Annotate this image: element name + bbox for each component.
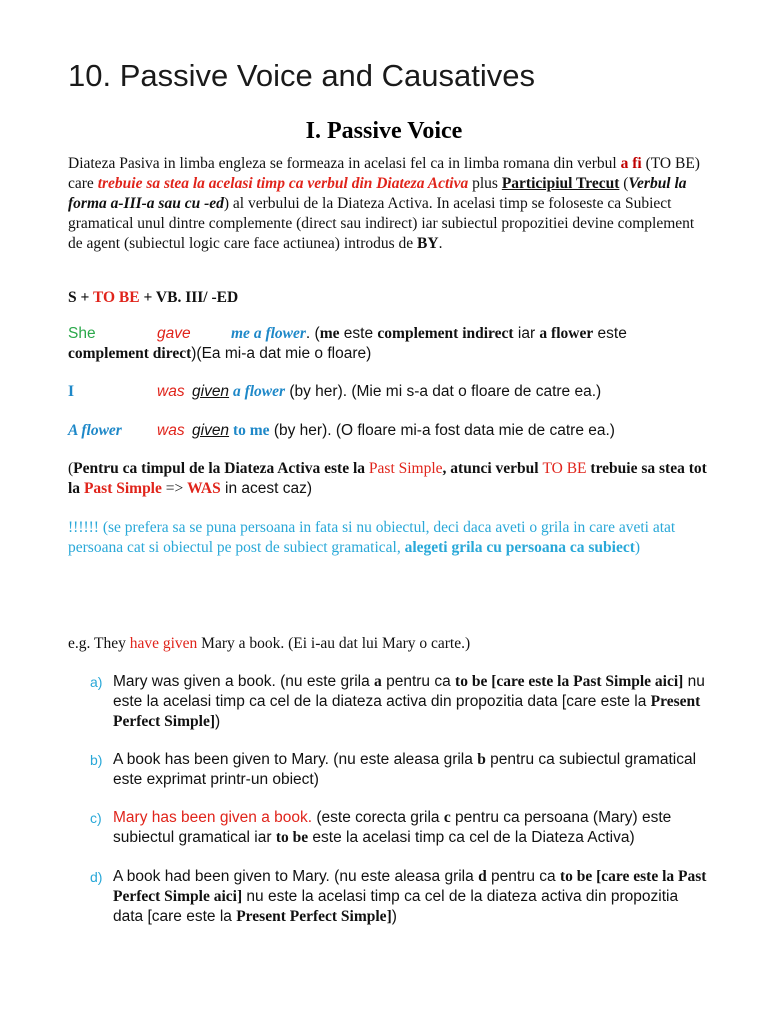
ex1-verb: gave <box>157 325 191 342</box>
ex3-verb: given <box>192 422 230 439</box>
option-marker: a) <box>90 674 103 690</box>
example-sentence: e.g. They have given Mary a book. (Ei i-au dat lui Mary o carte.) <box>68 635 471 652</box>
ex2-obj: a flower <box>232 383 286 400</box>
note-preference: !!!!!! (se prefera sa se puna persoana in fata si nu obiectul, deci daca aveti o grila in care aveti atat persoana cat si obiectul pe post de subiect gramatical, alegeti grila cu persoana ca subiect) <box>68 519 676 556</box>
formula: S + TO BE + VB. III/ -ED <box>68 289 239 306</box>
note-tense: (Pentru ca timpul de la Diateza Activa este la Past Simple, atunci verbul TO BE trebuie sa stea tot la Past Simple => WAS in acest caz) <box>68 460 707 497</box>
intro-paren: ( <box>619 175 629 192</box>
intro-care: care <box>68 175 98 192</box>
ex1-obj2: a flower <box>253 325 306 342</box>
example-passive-1: I was given a flower (by her). (Mie mi s-a dat o floare de catre ea.) <box>68 383 602 400</box>
intro-emphasis: trebuie sa stea la acelasi timp ca verbul din Diateza Activa <box>97 175 469 192</box>
list-item: c) Mary has been given a book. (este corecta grila c pentru ca persoana (Mary) este subiectul gramatical iar to be este la acelasi timp ca cel de la Diateza Activa) <box>90 809 672 846</box>
intro-participiul: Participiul Trecut <box>501 175 620 192</box>
intro-to-be: (TO BE) <box>641 155 700 172</box>
ex3-subject: A flower <box>68 422 122 439</box>
option-marker: d) <box>90 869 103 885</box>
intro-a-fi: a fi <box>620 155 642 172</box>
ex3-aux: was <box>157 422 185 439</box>
ex2-subject: I <box>68 383 75 400</box>
intro-by: BY <box>417 235 439 252</box>
list-item: b) A book has been given to Mary. (nu este aleasa grila b pentru ca subiectul gramatical este exprimat printr-un obiect) <box>90 751 697 788</box>
list-item: a) Mary was given a book. (nu este grila a pentru ca to be [care este la Past Simple aici] nu este la acelasi timp ca cel de la diateza activa din propozitia data [care este la Present Perfect Simple]) <box>90 673 705 730</box>
page-title: 10. Passive Voice and Causatives <box>68 58 535 93</box>
intro-text: Diateza Pasiva in limba engleza se formeaza in acelasi fel ca in limba romana din verbul <box>68 155 621 172</box>
option-marker: b) <box>90 752 103 768</box>
ex2-aux: was <box>157 383 185 400</box>
intro-plus: plus <box>468 175 502 192</box>
example-active: She gave me a flower. (me este complement indirect iar a flower este complement direct)(Ea mi-a dat mie o floare) <box>68 325 627 362</box>
intro-text-2: ) al verbului de la Diateza Activa. In acelasi timp se foloseste ca Subiect gramatical unul dintre complemente (direct sau indirect) iar subiectul propozitiei devine complement de agent (subiectul logic care face actiunea) introdus de <box>68 195 695 252</box>
ex3-obj: to me <box>232 422 270 439</box>
list-item: d) A book had been given to Mary. (nu este aleasa grila d pentru ca to be [care este la Past Perfect Simple aici] nu este la acelasi timp ca cel de la diateza activa din propozitia data [care este la Present Perfect Simple]) <box>90 868 707 925</box>
intro-end: . <box>438 235 443 252</box>
ex1-subject: She <box>68 325 96 342</box>
option-marker: c) <box>90 810 102 826</box>
example-passive-2: A flower was given to me (by her). (O floare mi-a fost data mie de catre ea.) <box>68 422 615 439</box>
ex1-obj1: me <box>231 325 250 342</box>
intro-verb-form: Verbul la forma a-III-a sau cu -ed <box>68 175 687 212</box>
section-heading: I. Passive Voice <box>305 118 463 144</box>
ex2-verb: given <box>192 383 230 400</box>
intro-paragraph <box>68 154 708 254</box>
